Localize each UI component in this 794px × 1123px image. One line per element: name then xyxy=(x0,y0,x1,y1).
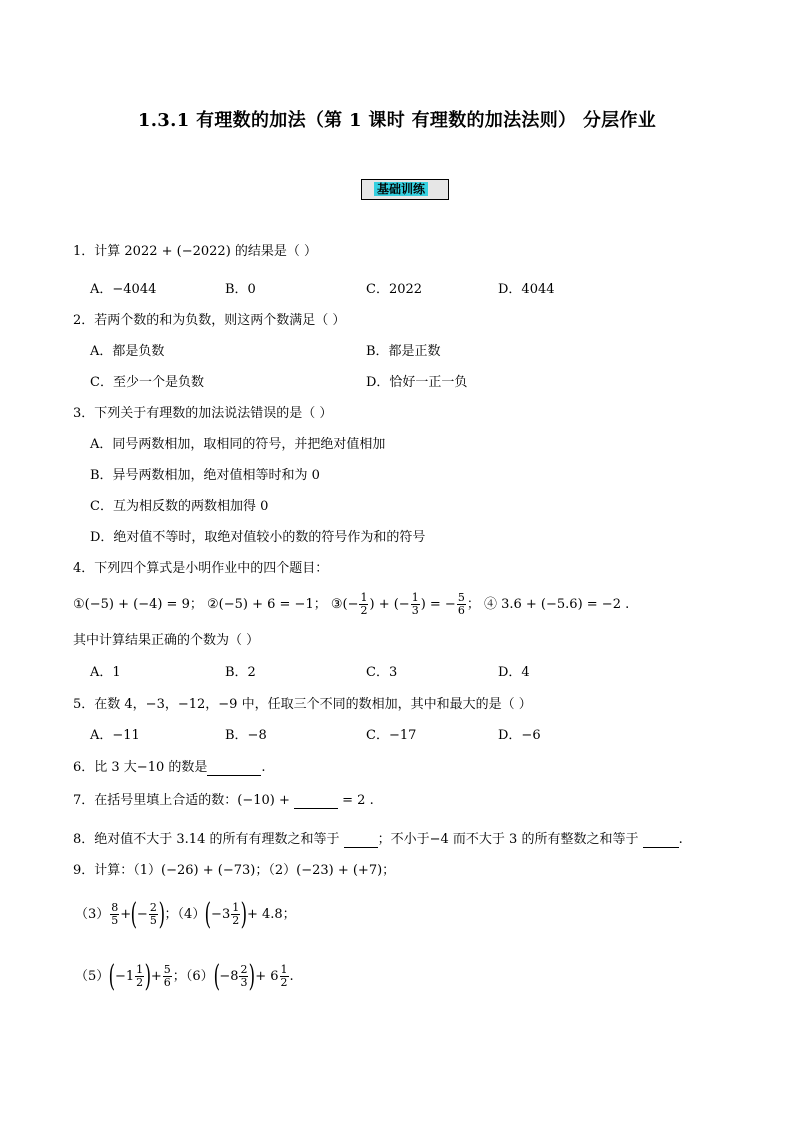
question-6: 6．比 3 大−10 的数是 . xyxy=(73,760,266,775)
question-2: 2．若两个数的和为负数，则这两个数满足（ ） xyxy=(73,313,346,328)
question-8: 8．绝对值不大于 3.14 的所有有理数之和等于 ；不小于−4 而不大于 3 的所有整数之和等于 . xyxy=(73,832,683,847)
q5-option-c: C．−17 xyxy=(366,728,417,743)
q3-option-b: B．异号两数相加，绝对值相等时和为 0 xyxy=(90,468,320,483)
q2-option-a: A．都是负数 xyxy=(90,344,165,359)
q3-option-c: C．互为相反数的两数相加得 0 xyxy=(90,499,269,514)
question-3: 3．下列关于有理数的加法说法错误的是（ ） xyxy=(73,406,333,421)
q1-option-b: B．0 xyxy=(225,282,256,297)
q2-option-c: C．至少一个是负数 xyxy=(90,375,204,390)
section-badge xyxy=(361,179,449,200)
q4-option-a: A．1 xyxy=(90,665,121,680)
q4-option-c: C．3 xyxy=(366,665,398,680)
q2-option-b: B．都是正数 xyxy=(366,344,441,359)
question-4-prompt: 其中计算结果正确的个数为（ ） xyxy=(73,633,260,648)
q4-expr-3: ③(− $\frac{1}{2}$ ) + (− $\frac{1}{3}$ ) = − $\frac{5}{6}$ ； xyxy=(330,591,480,617)
q9-part-5-6: （5）(−1 $\frac{1}{2}$ )+ $\frac{5}{6}$ ；（6）(−8 $\frac{2}{3}$ )+ 6 $\frac{1}{2}$ . xyxy=(75,958,294,994)
q1-option-a: A．−4044 xyxy=(90,282,157,297)
question-4: 4．下列四个算式是小明作业中的四个题目： xyxy=(73,561,329,576)
q5-option-a: A．−11 xyxy=(90,728,140,743)
q9-part-3-4: （3） $\frac{8}{5}$ +(− $\frac{2}{5}$ )；（4）(−3 $\frac{1}{2}$ )+ 4.8； xyxy=(75,896,296,932)
question-5: 5．在数 4，−3，−12，−9 中，任取三个不同的数相加，其中和最大的是（ ） xyxy=(73,697,532,712)
q7-answer-blank[interactable] xyxy=(294,795,338,809)
q2-option-d: D．恰好一正一负 xyxy=(366,375,468,390)
q4-option-b: B．2 xyxy=(225,665,256,680)
q6-answer-blank[interactable] xyxy=(207,762,261,776)
q4-expr-2: ②(−5) + 6 = −1； xyxy=(207,597,327,612)
q8-answer-blank-2[interactable] xyxy=(643,834,679,848)
q1-option-d: D．4044 xyxy=(498,282,555,297)
question-1: 1．计算 2022 + (−2022) 的结果是（ ） xyxy=(73,244,318,259)
q4-expressions xyxy=(73,592,629,617)
section-label: 基础训练 xyxy=(374,182,428,196)
q3-option-a: A．同号两数相加，取相同的符号，并把绝对值相加 xyxy=(90,437,386,452)
q4-expr-4: ④ 3.6 + (−5.6) = −2 . xyxy=(483,597,630,612)
question-9: 9．计算：（1）(−26) + (−73)；（2）(−23) + (+7)； xyxy=(73,863,396,878)
q3-option-d: D．绝对值不等时，取绝对值较小的数的符号作为和的符号 xyxy=(90,530,426,545)
q4-expr-1: ①(−5) + (−4) = 9； xyxy=(73,597,203,612)
question-7: 7．在括号里填上合适的数：(−10) + = 2 . xyxy=(73,793,374,808)
q5-option-d: D．−6 xyxy=(498,728,541,743)
q4-option-d: D．4 xyxy=(498,665,530,680)
page-title: 1.3.1 有理数的加法（第 1 课时 有理数的加法法则） 分层作业 xyxy=(137,110,657,131)
q5-option-b: B．−8 xyxy=(225,728,267,743)
q8-answer-blank-1[interactable] xyxy=(344,834,378,848)
q1-option-c: C．2022 xyxy=(366,282,423,297)
